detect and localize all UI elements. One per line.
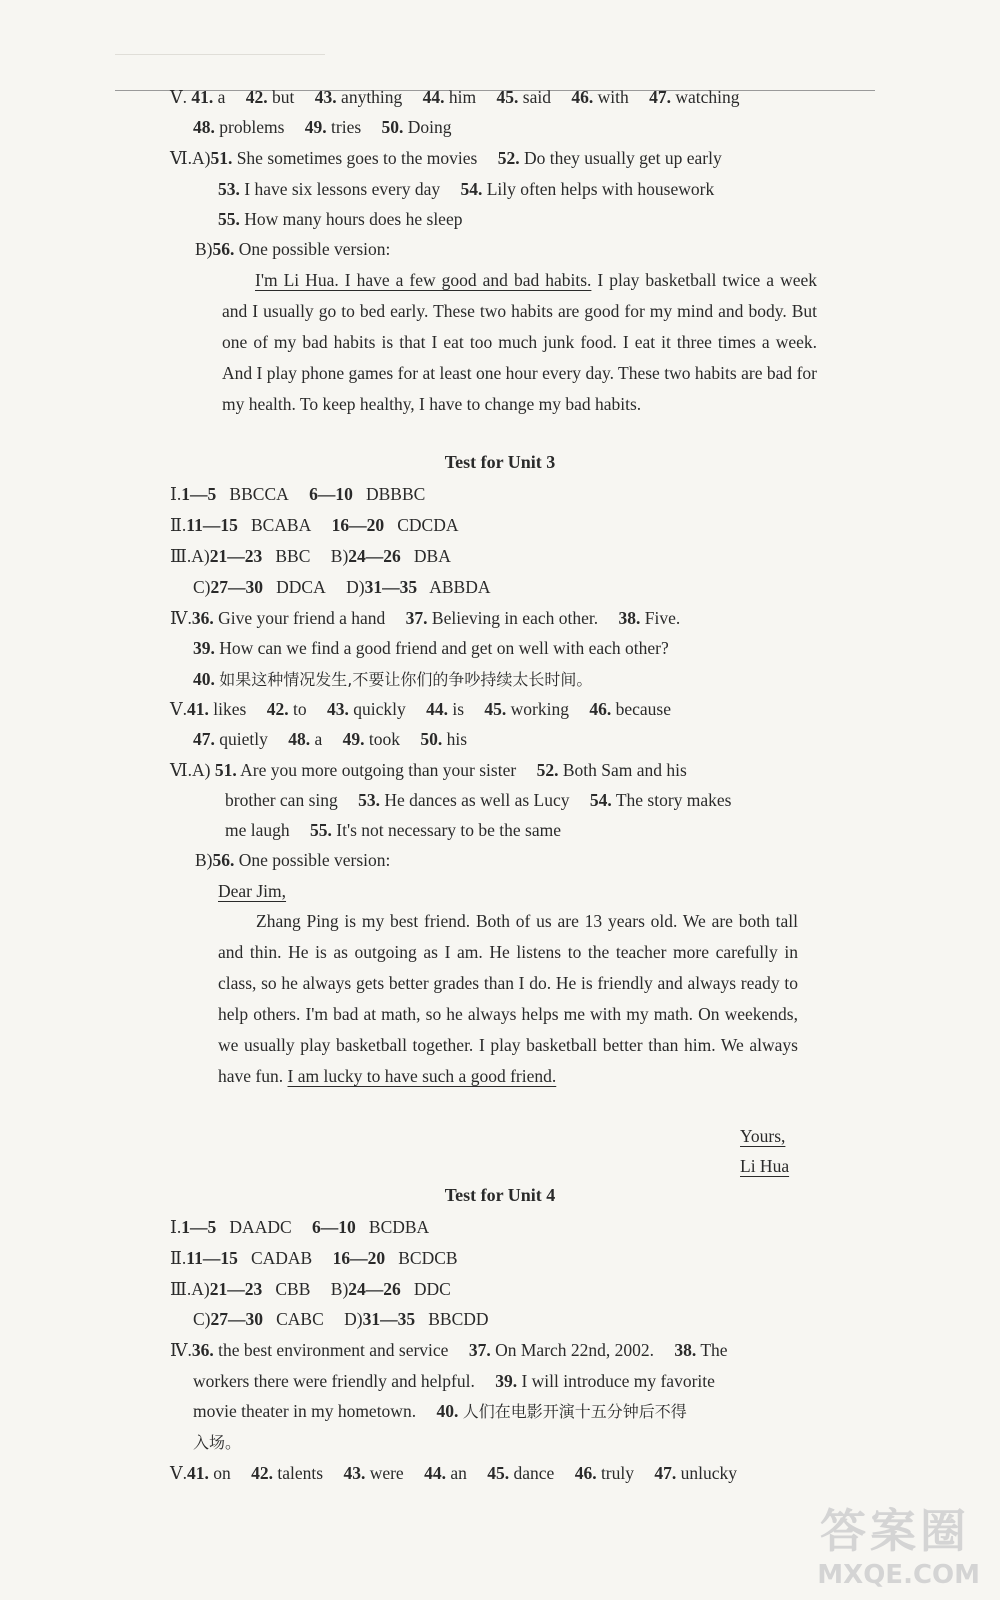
prev-vi-row1: Ⅵ.A)51. She sometimes goes to the movies 52. Do they usually get up early (170, 148, 722, 168)
letter-greeting: Dear Jim, (218, 881, 287, 901)
u4-section-v-row1: Ⅴ.41. on 42. talents 43. were 44. an 45. dance 46. truly 47. unlucky (170, 1463, 738, 1483)
u3-section-v-row1: Ⅴ.41. likes 42. to 43. quickly 44. is 45. working 46. because (170, 699, 671, 719)
u3-section-iv-row2: 39. How can we find a good friend and get on well with each other? (193, 638, 669, 658)
u3-section-vi-b-intro: B)56. One possible version: (195, 850, 391, 870)
prev-vi-b-intro: B)56. One possible version: (195, 239, 391, 259)
u3-essay: Zhang Ping is my best friend. Both of us are 13 years old. We are both tall and thin. He is as outgoing as I am. He listens to the teacher more carefully in class, so he always gets better grades than I do. He is friendly and always ready to help others. I'm bad at math, so he always helps me with my math. On weekends, we usually play basketball together. I play basketball better than him. We always have fun. I am lucky to have such a good friend. (218, 911, 798, 1086)
faint-rule (115, 54, 325, 55)
prev-vi-row3: 55. How many hours does he sleep (218, 209, 463, 229)
u3-section-vi-row2: brother can sing 53. He dances as well as Lucy 54. The story makes (225, 790, 732, 810)
prev-v-row2: 48. problems 49. tries 50. Doing (193, 117, 452, 137)
prev-essay: I'm Li Hua. I have a few good and bad habits. I play basketball twice a week and I usually go to bed early. These two habits are good for my mind and body. But one of my bad habits is that I eat too much junk food. I eat it three times a week. And I play phone games for at least one hour every day. These two habits are bad for my health. To keep healthy, I have to change my bad habits. (222, 270, 817, 414)
prev-vi-row2: 53. I have six lessons every day 54. Lily often helps with housework (218, 179, 715, 199)
u3-section-v-row2: 47. quietly 48. a 49. took 50. his (193, 729, 468, 749)
u4-section-iv-row2: workers there were friendly and helpful. 39. I will introduce my favorite (193, 1371, 715, 1391)
u4-section-i: Ⅰ.1—5 DAADC 6—10 BCDBA (170, 1217, 430, 1237)
letter-closing: Yours, (740, 1126, 786, 1146)
u4-section-iii-row1: Ⅲ.A)21—23 CBB B)24—26 DDC (170, 1279, 451, 1299)
u4-section-iv-row1: Ⅳ.36. the best environment and service 37. On March 22nd, 2002. 38. The (170, 1340, 728, 1360)
u4-section-iv-row4: 入场。 (193, 1433, 242, 1452)
u3-section-vi-row1: Ⅵ.A) 51. Are you more outgoing than your sister 52. Both Sam and his (170, 760, 687, 780)
u3-section-iv-row3: 40. 如果这种情况发生,不要让你们的争吵持续太长时间。 (193, 669, 593, 689)
u3-section-vi-row3: me laugh 55. It's not necessary to be the same (225, 820, 562, 840)
u4-section-iii-row2: C)27—30 CABC D)31—35 BBCDD (193, 1309, 489, 1329)
unit3-title: Test for Unit 3 (444, 452, 556, 472)
u4-section-ii: Ⅱ.11—15 CADAB 16—20 BCDCB (170, 1248, 458, 1268)
watermark-logo: 答案圈 MXQE.COM (817, 1504, 980, 1590)
u3-section-iii-row1: Ⅲ.A)21—23 BBC B)24—26 DBA (170, 546, 451, 566)
letter-signature: Li Hua (740, 1156, 790, 1176)
u3-section-i: Ⅰ.1—5 BBCCA 6—10 DBBBC (170, 484, 426, 504)
unit4-title: Test for Unit 4 (444, 1185, 556, 1205)
u3-section-iv-row1: Ⅳ.36. Give your friend a hand 37. Believing in each other. 38. Five. (170, 608, 681, 628)
u4-section-iv-row3: movie theater in my hometown. 40. 人们在电影开演十五分钟后不得 (193, 1401, 687, 1421)
u3-section-iii-row2: C)27—30 DDCA D)31—35 ABBDA (193, 577, 491, 597)
u3-section-ii: Ⅱ.11—15 BCABA 16—20 CDCDA (170, 515, 459, 535)
section-label: Ⅴ. (170, 87, 188, 107)
prev-v-row1: Ⅴ. 41. a 42. but 43. anything 44. him 45. said 46. with 47. watching (170, 87, 740, 107)
